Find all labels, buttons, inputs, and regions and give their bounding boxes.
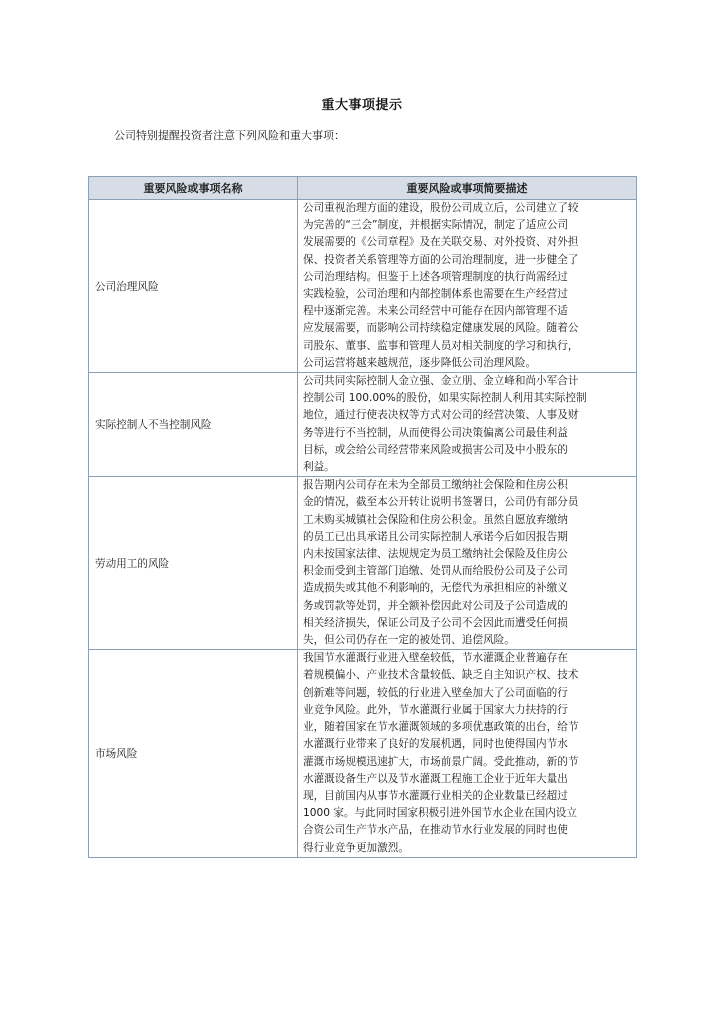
description-line: 合资公司生产节水产品，在推动节水行业发展的同时也使: [303, 824, 568, 837]
description-line: 发展需要的《公司章程》及在关联交易、对外投资、对外担: [303, 236, 579, 249]
description-line: 得行业竞争更加激烈。: [303, 841, 409, 854]
description-line: 应发展需要，而影响公司持续稳定健康发展的风险。随着公: [303, 322, 579, 335]
description-line: 程中逐渐完善。未来公司经营中可能存在因内部管理不适: [303, 305, 568, 318]
description-line: 目标，或会给公司经营带来风险或损害公司及中小股东的: [303, 443, 568, 456]
risk-name-cell: 实际控制人不当控制风险: [89, 373, 298, 477]
header-risk-name: 重要风险或事项名称: [89, 177, 298, 200]
description-line: 水灌溉行业带来了良好的发展机遇，同时也使得国内节水: [303, 738, 568, 751]
description-line: 灌溉市场规模迅速扩大，市场前景广阔。受此推动，新的节: [303, 755, 579, 768]
description-line: 公司共同实际控制人金立强、金立朋、金立峰和尚小军合计: [303, 375, 579, 388]
description-line: 创新难等问题，较低的行业进入壁垒加大了公司面临的行: [303, 686, 568, 699]
description-line: 公司运营将越来越规范，逐步降低公司治理风险。: [303, 356, 537, 369]
risk-name-cell: 劳动用工的风险: [89, 477, 298, 650]
description-line: 业，随着国家在节水灌溉领域的多项优惠政策的出台，给节: [303, 721, 579, 734]
description-line: 保、投资者关系管理等方面的公司治理制度，进一步健全了: [303, 253, 579, 266]
description-line: 着规模偏小、产业技术含量较低、缺乏自主知识产权、技术: [303, 669, 579, 682]
description-line: 地位，通过行使表决权等方式对公司的经营决策、人事及财: [303, 409, 579, 422]
description-line: 为完善的“三会”制度，并根据实际情况，制定了适应公司: [303, 219, 569, 232]
risk-name-cell: 市场风险: [89, 650, 298, 857]
risk-description-cell: [298, 477, 637, 650]
description-line: 实践检验，公司治理和内部控制体系也需要在生产经营过: [303, 288, 568, 301]
description-line: 业竞争风险。此外，节水灌溉行业属于国家大力扶持的行: [303, 703, 568, 716]
description-line: 金的情况，截至本公开转让说明书签署日，公司仍有部分员: [303, 496, 579, 509]
page-title: 重大事项提示: [321, 98, 403, 113]
table-row: [89, 477, 637, 650]
description-line: 利益。: [303, 461, 335, 474]
intro-text: 公司特别提醒投资者注意下列风险和重大事项：: [114, 129, 345, 142]
risk-description-cell: [298, 373, 637, 477]
description-line: 相关经济损失，保证公司及子公司不会因此而遭受任何损: [303, 616, 568, 629]
table-row: [89, 650, 637, 857]
description-line: 失，但公司仍存在一定的被处罚、追偿风险。: [303, 634, 515, 647]
risk-description-cell: [298, 200, 637, 373]
description-line: 公司治理结构。但鉴于上述各项管理制度的执行尚需经过: [303, 270, 568, 283]
description-line: 积金而受到主管部门追缴、处罚从而给股份公司及子公司: [303, 565, 568, 578]
description-line: 内未按国家法律、法规规定为员工缴纳社会保险及住房公: [303, 548, 568, 561]
description-line: 现，目前国内从事节水灌溉行业相关的企业数量已经超过: [303, 789, 568, 802]
description-line: 司股东、董事、监事和管理人员对相关制度的学习和执行，: [303, 339, 579, 352]
description-line: 水灌溉设备生产以及节水灌溉工程施工企业于近年大量出: [303, 772, 568, 785]
description-line: 务等进行不当控制，从而使得公司决策偏离公司最佳利益: [303, 426, 568, 439]
table-row: [89, 200, 637, 373]
description-line: 务或罚款等处罚，并全额补偿因此对公司及子公司造成的: [303, 599, 568, 612]
description-line: 工未购买城镇社会保险和住房公积金。虽然自愿放弃缴纳: [303, 513, 568, 526]
description-line: 公司重视治理方面的建设，股份公司成立后，公司建立了较: [303, 202, 579, 214]
risk-table: [88, 176, 637, 858]
table-header-row: [89, 177, 637, 200]
description-line: 报告期内公司存在未为全部员工缴纳社会保险和住房公积: [303, 479, 568, 492]
description-line: 1000 家。与此同时国家积极引进外国节水企业在国内设立: [303, 807, 577, 820]
table-row: [89, 373, 637, 477]
description-line: 控制公司 100.00%的股份，如果实际控制人利用其实际控制: [303, 392, 587, 405]
risk-table-body: [89, 200, 637, 858]
description-line: 的员工已出具承诺且公司实际控制人承诺今后如因报告期: [303, 530, 568, 543]
risk-description-cell: [298, 650, 637, 857]
description-line: 我国节水灌溉行业进入壁垒较低，节水灌溉企业普遍存在: [303, 652, 568, 665]
risk-name-cell: 公司治理风险: [89, 200, 298, 373]
header-risk-description: 重要风险或事项简要描述: [298, 177, 637, 200]
description-line: 造成损失或其他不利影响的，无偿代为承担相应的补缴义: [303, 582, 568, 595]
